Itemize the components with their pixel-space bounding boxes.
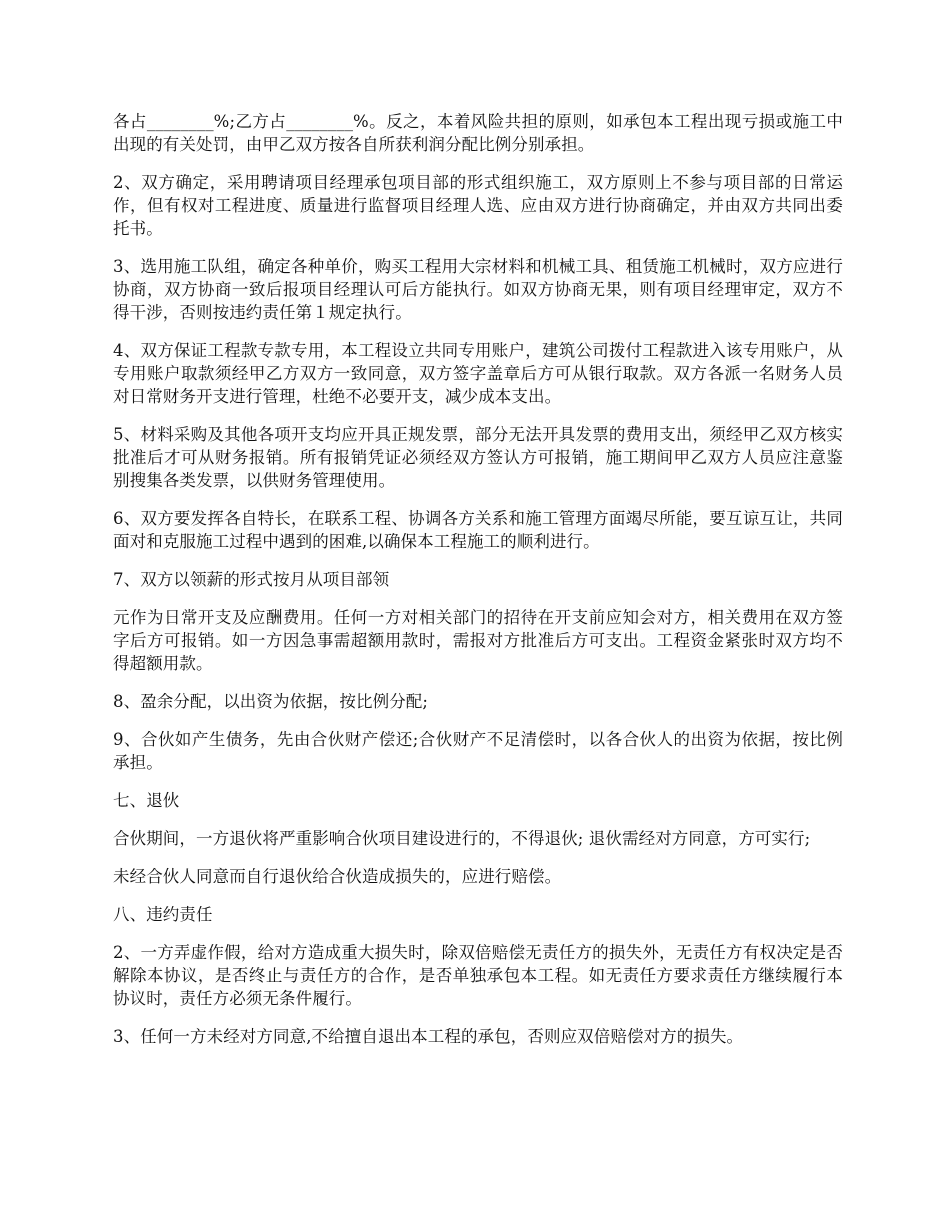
paragraph-clause-7-expenses: 元作为日常开支及应酬费用。任何一方对相关部门的招待在开支前应知会对方，相关费用在双方签字后方可报销。如一方因急事需超额用款时，需报对方批准后方可支出。工程资金紧张时双方均不得超额用款。 (113, 608, 843, 673)
paragraph-clause-6-cooperation: 6、双方要发挥各自特长，在联系工程、协调各方关系和施工管理方面竭尽所能，要互谅互让，共同面对和克服施工过程中遇到的困难,以确保本工程施工的顺利进行。 (113, 509, 843, 551)
document-page (113, 110, 843, 1063)
paragraph-clause-7-salary: 7、双方以领薪的形式按月从项目部领 (113, 570, 390, 589)
paragraph-withdrawal-condition: 合伙期间，一方退伙将严重影响合伙项目建设进行的，不得退伙; 退伙需经对方同意，方可实行; (113, 829, 811, 848)
paragraph-clause-9-debt: 9、合伙如产生债务，先由合伙财产偿还;合伙财产不足清偿时，以各合伙人的出资为依据，按比例承担。 (113, 730, 843, 772)
paragraph-clause-8-surplus: 8、盈余分配，以出资为依据，按比例分配; (113, 692, 429, 711)
paragraph-clause-4-dedicated-account: 4、双方保证工程款专款专用，本工程设立共同专用账户，建筑公司拨付工程款进入该专用账户，从专用账户取款须经甲乙方双方一致同意，双方签字盖章后方可从银行取款。双方各派一名财务人员对日常财务开支进行管理，杜绝不必要开支，减少成本支出。 (113, 341, 843, 406)
paragraph-clause-2-project-manager: 2、双方确定，采用聘请项目经理承包项目部的形式组织施工，双方原则上不参与项目部的日常运作，但有权对工程进度、质量进行监督项目经理人选、应由双方进行协商确定，并由双方共同出委托书。 (113, 173, 843, 238)
section-heading-breach: 八、违约责任 (113, 905, 213, 924)
paragraph-withdrawal-compensation: 未经合伙人同意而自行退伙给合伙造成损失的，应进行赔偿。 (113, 867, 562, 886)
section-heading-withdrawal: 七、退伙 (113, 791, 180, 810)
paragraph-breach-clause-3: 3、任何一方未经对方同意,不给擅自退出本工程的承包，否则应双倍赔偿对方的损失。 (113, 1027, 744, 1046)
paragraph-clause-5-invoices: 5、材料采购及其他各项开支均应开具正规发票，部分无法开具发票的费用支出，须经甲乙双方核实批准后才可从财务报销。所有报销凭证必须经双方签认方可报销，施工期间甲乙双方人员应注意鉴别搜集各类发票，以供财务管理使用。 (113, 425, 843, 490)
paragraph-profit-share: 各占________%;乙方占________%。反之，本着风险共担的原则，如承包本工程出现亏损或施工中出现的有关处罚，由甲乙双方按各自所获利润分配比例分别承担。 (113, 112, 843, 154)
paragraph-breach-clause-2: 2、一方弄虚作假，给对方造成重大损失时，除双倍赔偿无责任方的损失外，无责任方有权决定是否解除本协议，是否终止与责任方的合作，是否单独承包本工程。如无责任方要求责任方继续履行本协议时，责任方必须无条件履行。 (113, 943, 843, 1008)
paragraph-clause-3-construction-team: 3、选用施工队组，确定各种单价，购买工程用大宗材料和机械工具、租赁施工机械时，双方应进行协商，双方协商一致后报项目经理认可后方能执行。如双方协商无果，则有项目经理审定，双方不得干涉，否则按违约责任第１规定执行。 (113, 257, 843, 322)
